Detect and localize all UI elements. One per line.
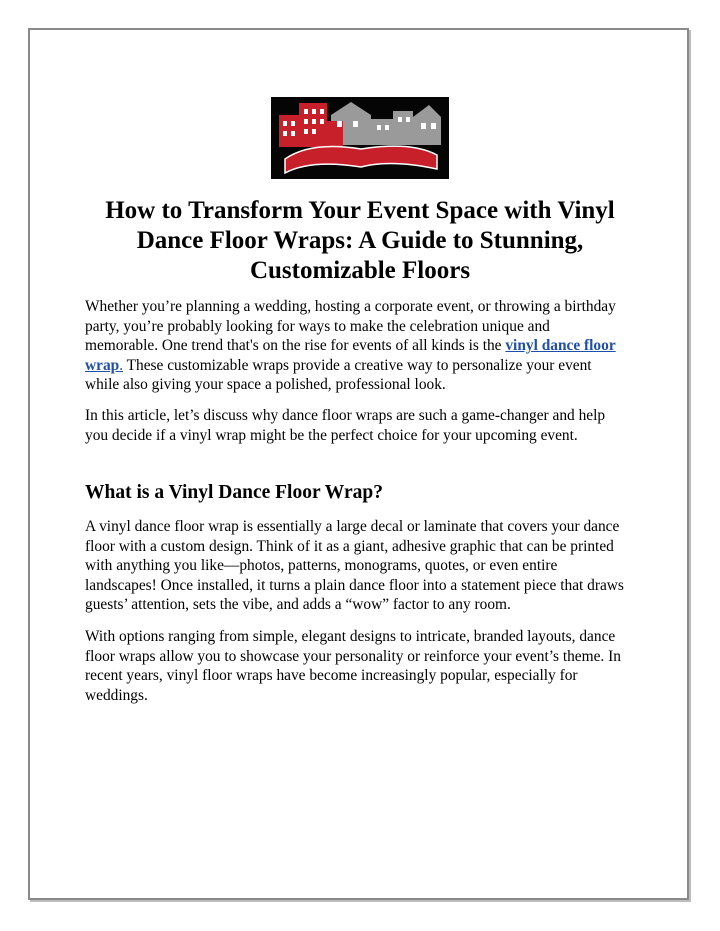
intro-text-before-link: Whether you’re planning a wedding, hosting a corporate event, or throwing a birthday party, you’re probably looking for ways to make the celebration unique and memorable. One trend that's on the rise for events of all kinds is the — [85, 298, 616, 354]
company-logo — [271, 97, 449, 179]
intro-text-after-link: These customizable wraps provide a creative way to personalize your event while also giving your space a polished, professional look. — [85, 356, 592, 393]
section-heading: What is a Vinyl Dance Floor Wrap? — [85, 482, 383, 503]
intro-paragraph — [85, 297, 625, 395]
document-title: How to Transform Your Event Space with Vinyl Dance Floor Wraps: A Guide to Stunning, Customizable Floors — [105, 197, 615, 284]
city-skyline-logo-graphic — [271, 97, 449, 179]
options-paragraph: With options ranging from simple, elegant designs to intricate, branded layouts, dance floor wraps allow you to showcase your personality or reinforce your event’s theme. In recent years, vinyl floor wraps have become increasingly popular, especially for weddings. — [85, 628, 621, 704]
link-trailing-period[interactable]: . — [119, 356, 124, 374]
article-intro-paragraph: In this article, let’s discuss why dance floor wraps are such a game-changer and help you decide if a vinyl wrap might be the perfect choice for your upcoming event. — [85, 407, 606, 444]
vinyl-dance-floor-wrap-link[interactable]: vinyl dance floor wrap — [85, 337, 616, 374]
definition-paragraph: A vinyl dance floor wrap is essentially a large decal or laminate that covers your dance floor with a custom design. Think of it as a giant, adhesive graphic that can be printed with anything you like—photos, patterns, monograms, quotes, or even entire landscapes! Once installed, it turns a plain dance floor into a statement piece that draws guests’ attention, sets the vibe, and adds a “wow” factor to any room. — [85, 518, 624, 613]
